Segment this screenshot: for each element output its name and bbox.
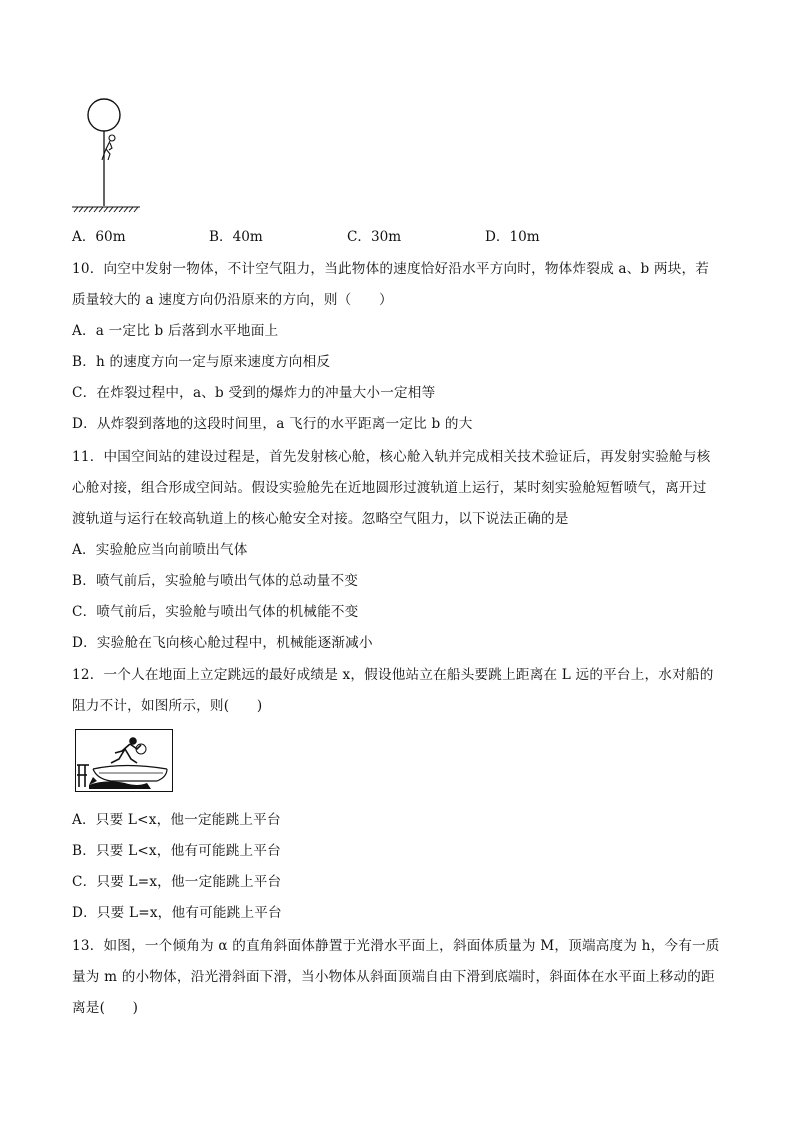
q12-stem-line1: 12．一个人在地面上立定跳远的最好成绩是 x，假设他站立在船头要跳上距离在 L 远的平台上，水对船的 (72, 667, 714, 683)
q9-option-c: C．30m (347, 229, 402, 245)
q12-option-c: C．只要 L=x，他一定能跳上平台 (72, 874, 282, 890)
q12-option-a: A．只要 L<x，他一定能跳上平台 (72, 812, 281, 828)
q13-stem-line3: 离是( ) (72, 1000, 139, 1016)
q12-option-b: B．只要 L<x，他有可能跳上平台 (72, 843, 281, 859)
q10-stem-line2: 质量较大的 a 速度方向仍沿原来的方向，则（ ） (72, 292, 393, 308)
q10-option-c: C．在炸裂过程中，a、b 受到的爆炸力的冲量大小一定相等 (72, 385, 436, 401)
q10-option-b: B．h 的速度方向一定与原来速度方向相反 (72, 354, 331, 370)
figure-frame (76, 730, 173, 792)
q9-option-a: A．60m (72, 229, 126, 245)
q12-option-d: D．只要 L=x，他有可能跳上平台 (72, 905, 282, 921)
boat-jump-figure (75, 729, 173, 792)
q13-stem-line2: 量为 m 的小物体，沿光滑斜面下滑，当小物体从斜面顶端自由下滑到底端时，斜面体在水平面上移动的距 (72, 969, 715, 985)
q9-option-d: D．10m (485, 229, 540, 245)
q9-option-b: B．40m (209, 229, 263, 245)
q11-option-d: D．实验舱在飞向核心舱过程中，机械能逐渐减小 (72, 635, 373, 651)
balloon-circle (88, 99, 120, 131)
q12-stem-line2: 阻力不计，如图所示，则( ) (72, 698, 263, 714)
q10-option-d: D．从炸裂到落地的这段时间里，a 飞行的水平距离一定比 b 的大 (72, 416, 473, 432)
q10-option-a: A．a 一定比 b 后落到水平地面上 (72, 323, 279, 339)
q10-stem-line1: 10．向空中发射一物体，不计空气阻力，当此物体的速度恰好沿水平方向时，物体炸裂成 a、b 两块，若 (72, 261, 710, 277)
q11-stem-line2: 心舱对接，组合形成空间站。假设实验舱先在近地圆形过渡轨道上运行，某时刻实验舱短暂喷气，离开过 (72, 480, 707, 496)
balloon-rope-figure (68, 94, 148, 216)
ground-hatch (72, 207, 140, 212)
q11-stem-line3: 渡轨道与运行在较高轨道上的核心舱安全对接。忽略空气阻力，以下说法正确的是 (72, 511, 569, 527)
q11-option-a: A．实验舱应当向前喷出气体 (72, 542, 248, 558)
q11-stem-line1: 11．中国空间站的建设过程是，首先发射核心舱，核心舱入轨并完成相关技术验证后，再发射实验舱与核 (72, 449, 711, 465)
q11-option-b: B．喷气前后，实验舱与喷出气体的总动量不变 (72, 573, 359, 589)
q11-option-c: C．喷气前后，实验舱与喷出气体的机械能不变 (72, 604, 359, 620)
q13-stem-line1: 13．如图，一个倾角为 α 的直角斜面体静置于光滑水平面上，斜面体质量为 M，顶端高度为 h，今有一质 (72, 938, 720, 954)
